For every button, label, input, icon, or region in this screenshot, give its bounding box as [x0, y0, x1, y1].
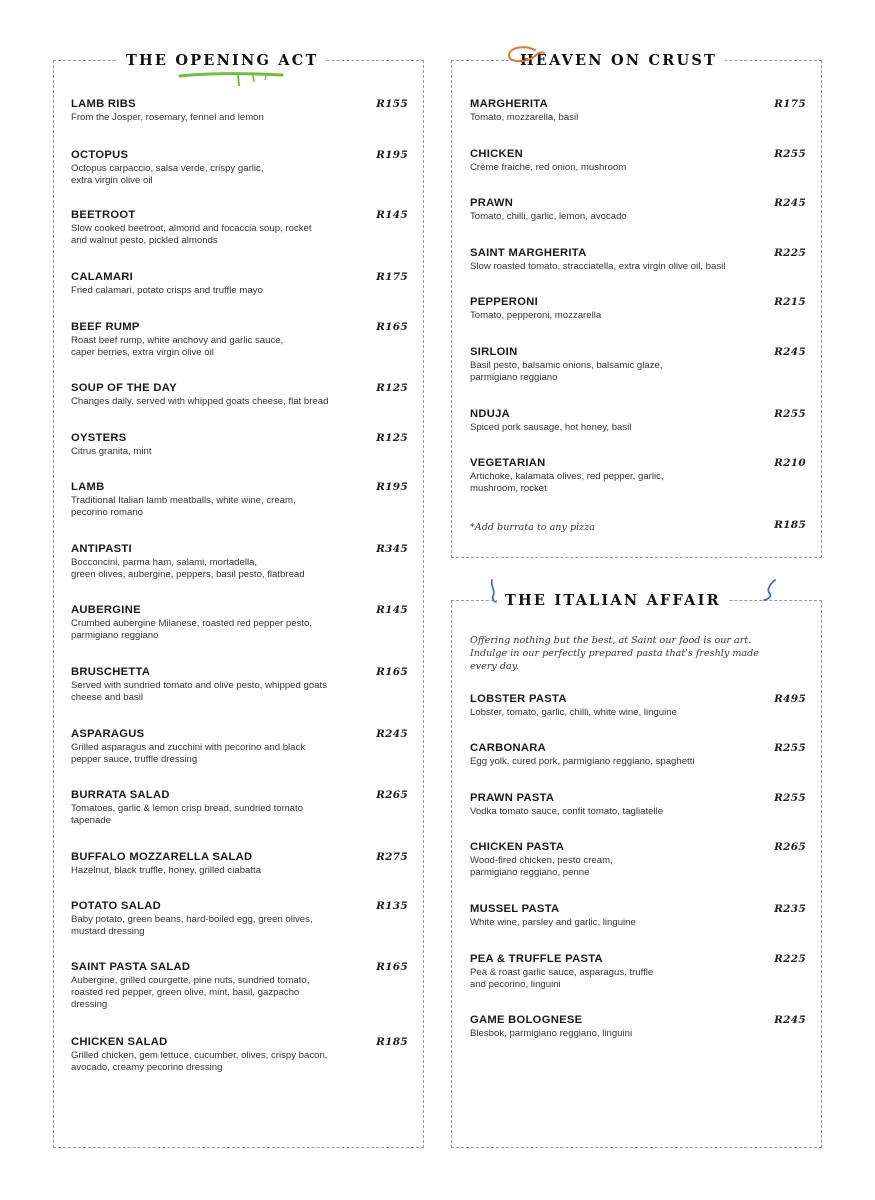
menu-item — [470, 791, 806, 818]
menu-item — [71, 1035, 408, 1074]
menu-item-description: Fried calamari, potato crisps and truffle mayo — [71, 285, 263, 296]
menu-item-description: Tomato, mozzarella, basil — [470, 112, 579, 123]
menu-item-name: NDUJA — [470, 408, 511, 420]
menu-item-name: OYSTERS — [71, 432, 127, 444]
menu-item — [470, 840, 806, 879]
menu-item-name: LAMB RIBS — [71, 98, 136, 110]
menu-item — [470, 902, 806, 929]
menu-item — [470, 246, 806, 273]
menu-item-price: R185 — [376, 1036, 408, 1048]
menu-item-name: SAINT MARGHERITA — [470, 247, 587, 259]
menu-item-price: R165 — [376, 961, 408, 973]
menu-item-price: R145 — [376, 209, 408, 221]
menu-item-description: Hazelnut, black truffle, honey, grilled ciabatta — [71, 865, 262, 876]
menu-item — [470, 1013, 806, 1040]
menu-item-description: Crumbed aubergine Milanese, roasted red pepper pesto, parmigiano reggiano — [71, 618, 313, 642]
menu-item — [470, 345, 806, 384]
menu-item — [470, 456, 806, 495]
menu-item — [71, 850, 408, 877]
menu-item-name: CARBONARA — [470, 742, 547, 754]
menu-item-description: Grilled chicken, gem lettuce, cucumber, olives, crispy bacon, avocado, creamy pecorino dressing — [71, 1050, 328, 1074]
menu-item-description: Vodka tomato sauce, confit tomato, tagliatelle — [470, 806, 664, 817]
menu-item — [71, 480, 408, 519]
menu-item-description: Pea & roast garlic sauce, asparagus, truffle and pecorino, linguini — [470, 967, 654, 991]
italian-affair-panel — [451, 600, 822, 1148]
menu-item — [71, 208, 408, 247]
menu-item-description: Wood-fired chicken, pesto cream, parmigiano reggiano, penne — [470, 855, 613, 879]
menu-item-price: R195 — [376, 149, 408, 161]
menu-item-name: PRAWN PASTA — [470, 792, 555, 804]
menu-item-price: R225 — [774, 247, 806, 259]
menu-item-description: Grilled asparagus and zucchini with pecorino and black pepper sauce, truffle dressing — [71, 742, 306, 766]
menu-item-price: R135 — [376, 900, 408, 912]
blue-flourish-right-decoration — [762, 578, 778, 602]
menu-item-description: From the Josper, rosemary, fennel and lemon — [71, 112, 264, 123]
menu-item-price: R175 — [774, 98, 806, 110]
menu-item-price: R265 — [774, 841, 806, 853]
menu-item-price: R165 — [376, 321, 408, 333]
menu-item-price: R210 — [774, 457, 806, 469]
menu-item-price: R175 — [376, 271, 408, 283]
menu-item-price: R145 — [376, 604, 408, 616]
menu-item — [470, 692, 806, 719]
menu-item-price: R125 — [376, 382, 408, 394]
menu-item-name: OCTOPUS — [71, 149, 129, 161]
menu-item-name: ANTIPASTI — [71, 543, 132, 555]
italian-affair-intro: Offering nothing but the best, at Saint our food is our art. Indulge in our perfectly prepared pasta that's freshly made every day. — [470, 635, 759, 672]
italian-affair-title: THE ITALIAN AFFAIR — [497, 592, 729, 610]
menu-item-price: R495 — [774, 693, 806, 705]
menu-item-price: R255 — [774, 792, 806, 804]
menu-item-name: ASPARAGUS — [71, 728, 145, 740]
menu-item — [71, 431, 408, 458]
menu-item-price: R245 — [376, 728, 408, 740]
menu-item-price: R255 — [774, 148, 806, 160]
menu-item-name: SOUP OF THE DAY — [71, 382, 177, 394]
menu-item-name: MARGHERITA — [470, 98, 548, 110]
menu-item-price: R345 — [376, 543, 408, 555]
menu-item-price: R215 — [774, 296, 806, 308]
menu-item-description: Artichoke, kalamata olives, red pepper, garlic, mushroom, rocket — [470, 471, 664, 495]
menu-item-description: White wine, parsley and garlic, linguine — [470, 917, 636, 928]
menu-item-price: R155 — [376, 98, 408, 110]
menu-item-description: Baby potato, green beans, hard-boiled egg, green olives, mustard dressing — [71, 914, 313, 938]
menu-item-name: BEETROOT — [71, 209, 136, 221]
menu-item-price: R235 — [774, 903, 806, 915]
menu-item — [71, 97, 408, 124]
menu-item-name: PEA & TRUFFLE PASTA — [470, 953, 603, 965]
menu-item — [470, 97, 806, 124]
menu-item-price: R245 — [774, 197, 806, 209]
burrata-note-text: *Add burrata to any pizza — [470, 522, 595, 533]
menu-item-name: AUBERGINE — [71, 604, 141, 616]
menu-item-description: Basil pesto, balsamic onions, balsamic glaze, parmigiano reggiano — [470, 360, 663, 384]
menu-item-description: Slow cooked beetroot, almond and focaccia soup, rocket and walnut pesto, pickled almonds — [71, 223, 312, 247]
menu-item-price: R245 — [774, 1014, 806, 1026]
heaven-on-crust-title: HEAVEN ON CRUST — [512, 52, 725, 70]
menu-item-name: CALAMARI — [71, 271, 134, 283]
menu-item-description: Aubergine, grilled courgette, pine nuts, sundried tomato, roasted red pepper, green olive, mint, basil, gazpacho dressing — [71, 975, 310, 1011]
menu-item — [470, 741, 806, 768]
menu-item-name: BUFFALO MOZZARELLA SALAD — [71, 851, 253, 863]
menu-item-name: SIRLOIN — [470, 346, 518, 358]
menu-item-name: GAME BOLOGNESE — [470, 1014, 583, 1026]
menu-item-name: PEPPERONI — [470, 296, 538, 308]
menu-item — [71, 960, 408, 1012]
menu-item-description: Crème fraiche, red onion, mushroom — [470, 162, 627, 173]
green-brush-stroke-decoration — [178, 70, 284, 90]
menu-item-description: Bocconcini, parma ham, salami, mortadella, green olives, aubergine, peppers, basil pesto, flatbread — [71, 557, 305, 581]
burrata-note-price: R185 — [774, 519, 806, 531]
menu-item-description: Egg yolk, cured pork, parmigiano reggiano, spaghetti — [470, 756, 695, 767]
opening-act-title: THE OPENING ACT — [118, 52, 326, 70]
menu-item-price: R265 — [376, 789, 408, 801]
menu-item — [71, 727, 408, 766]
menu-item-name: BEEF RUMP — [71, 321, 140, 333]
menu-item-name: VEGETARIAN — [470, 457, 546, 469]
menu-item-description: Tomato, chilli, garlic, lemon, avocado — [470, 211, 627, 222]
menu-item-name: MUSSEL PASTA — [470, 903, 560, 915]
opening-act-panel — [53, 60, 424, 1148]
menu-item-description: Blesbok, parmigiano reggiano, linguini — [470, 1028, 633, 1039]
menu-item-name: LAMB — [71, 481, 105, 493]
menu-item — [71, 148, 408, 187]
menu-item — [470, 952, 806, 991]
menu-item-name: SAINT PASTA SALAD — [71, 961, 191, 973]
menu-item-description: Traditional Italian lamb meatballs, white wine, cream, pecorino romano — [71, 495, 296, 519]
orange-swirl-decoration — [505, 44, 545, 66]
menu-item-description: Changes daily, served with whipped goats cheese, flat bread — [71, 396, 329, 407]
burrata-note — [470, 517, 806, 535]
menu-item — [470, 196, 806, 223]
menu-item-price: R275 — [376, 851, 408, 863]
menu-item-name: CHICKEN PASTA — [470, 841, 565, 853]
menu-item — [71, 381, 408, 408]
heaven-on-crust-panel — [451, 60, 822, 558]
menu-item-name: BRUSCHETTA — [71, 666, 151, 678]
menu-item-description: Tomatoes, garlic & lemon crisp bread, sundried tomato tapenade — [71, 803, 303, 827]
menu-item-price: R195 — [376, 481, 408, 493]
menu-item-name: POTATO SALAD — [71, 900, 161, 912]
menu-item-price: R255 — [774, 742, 806, 754]
menu-item-name: CHICKEN — [470, 148, 524, 160]
menu-item-price: R245 — [774, 346, 806, 358]
menu-item-name: BURRATA SALAD — [71, 789, 170, 801]
menu-item-description: Octopus carpaccio, salsa verde, crispy garlic, extra virgin olive oil — [71, 163, 264, 187]
menu-item — [71, 665, 408, 704]
menu-item — [71, 899, 408, 938]
menu-item — [71, 320, 408, 359]
menu-item-description: Tomato, pepperoni, mozzarella — [470, 310, 602, 321]
menu-item-name: LOBSTER PASTA — [470, 693, 567, 705]
menu-item — [470, 407, 806, 434]
menu-item — [71, 788, 408, 827]
menu-item-description: Served with sundried tomato and olive pesto, whipped goats cheese and basil — [71, 680, 327, 704]
menu-item-name: CHICKEN SALAD — [71, 1036, 168, 1048]
menu-item-description: Spiced pork sausage, hot honey, basil — [470, 422, 632, 433]
menu-item-price: R125 — [376, 432, 408, 444]
blue-flourish-left-decoration — [487, 578, 501, 604]
menu-item-name: PRAWN — [470, 197, 514, 209]
menu-item — [71, 542, 408, 581]
menu-item — [71, 603, 408, 642]
menu-item-price: R165 — [376, 666, 408, 678]
menu-item — [71, 270, 408, 297]
menu-item — [470, 295, 806, 322]
menu-item-price: R225 — [774, 953, 806, 965]
menu-item-description: Citrus granita, mint — [71, 446, 152, 457]
menu-item-description: Slow roasted tomato, stracciatella, extra virgin olive oil, basil — [470, 261, 726, 272]
menu-item-description: Lobster, tomato, garlic, chilli, white wine, linguine — [470, 707, 677, 718]
menu-item-price: R255 — [774, 408, 806, 420]
menu-item-description: Roast beef rump, white anchovy and garlic sauce, caper berries, extra virgin olive oil — [71, 335, 284, 359]
menu-item — [470, 147, 806, 174]
